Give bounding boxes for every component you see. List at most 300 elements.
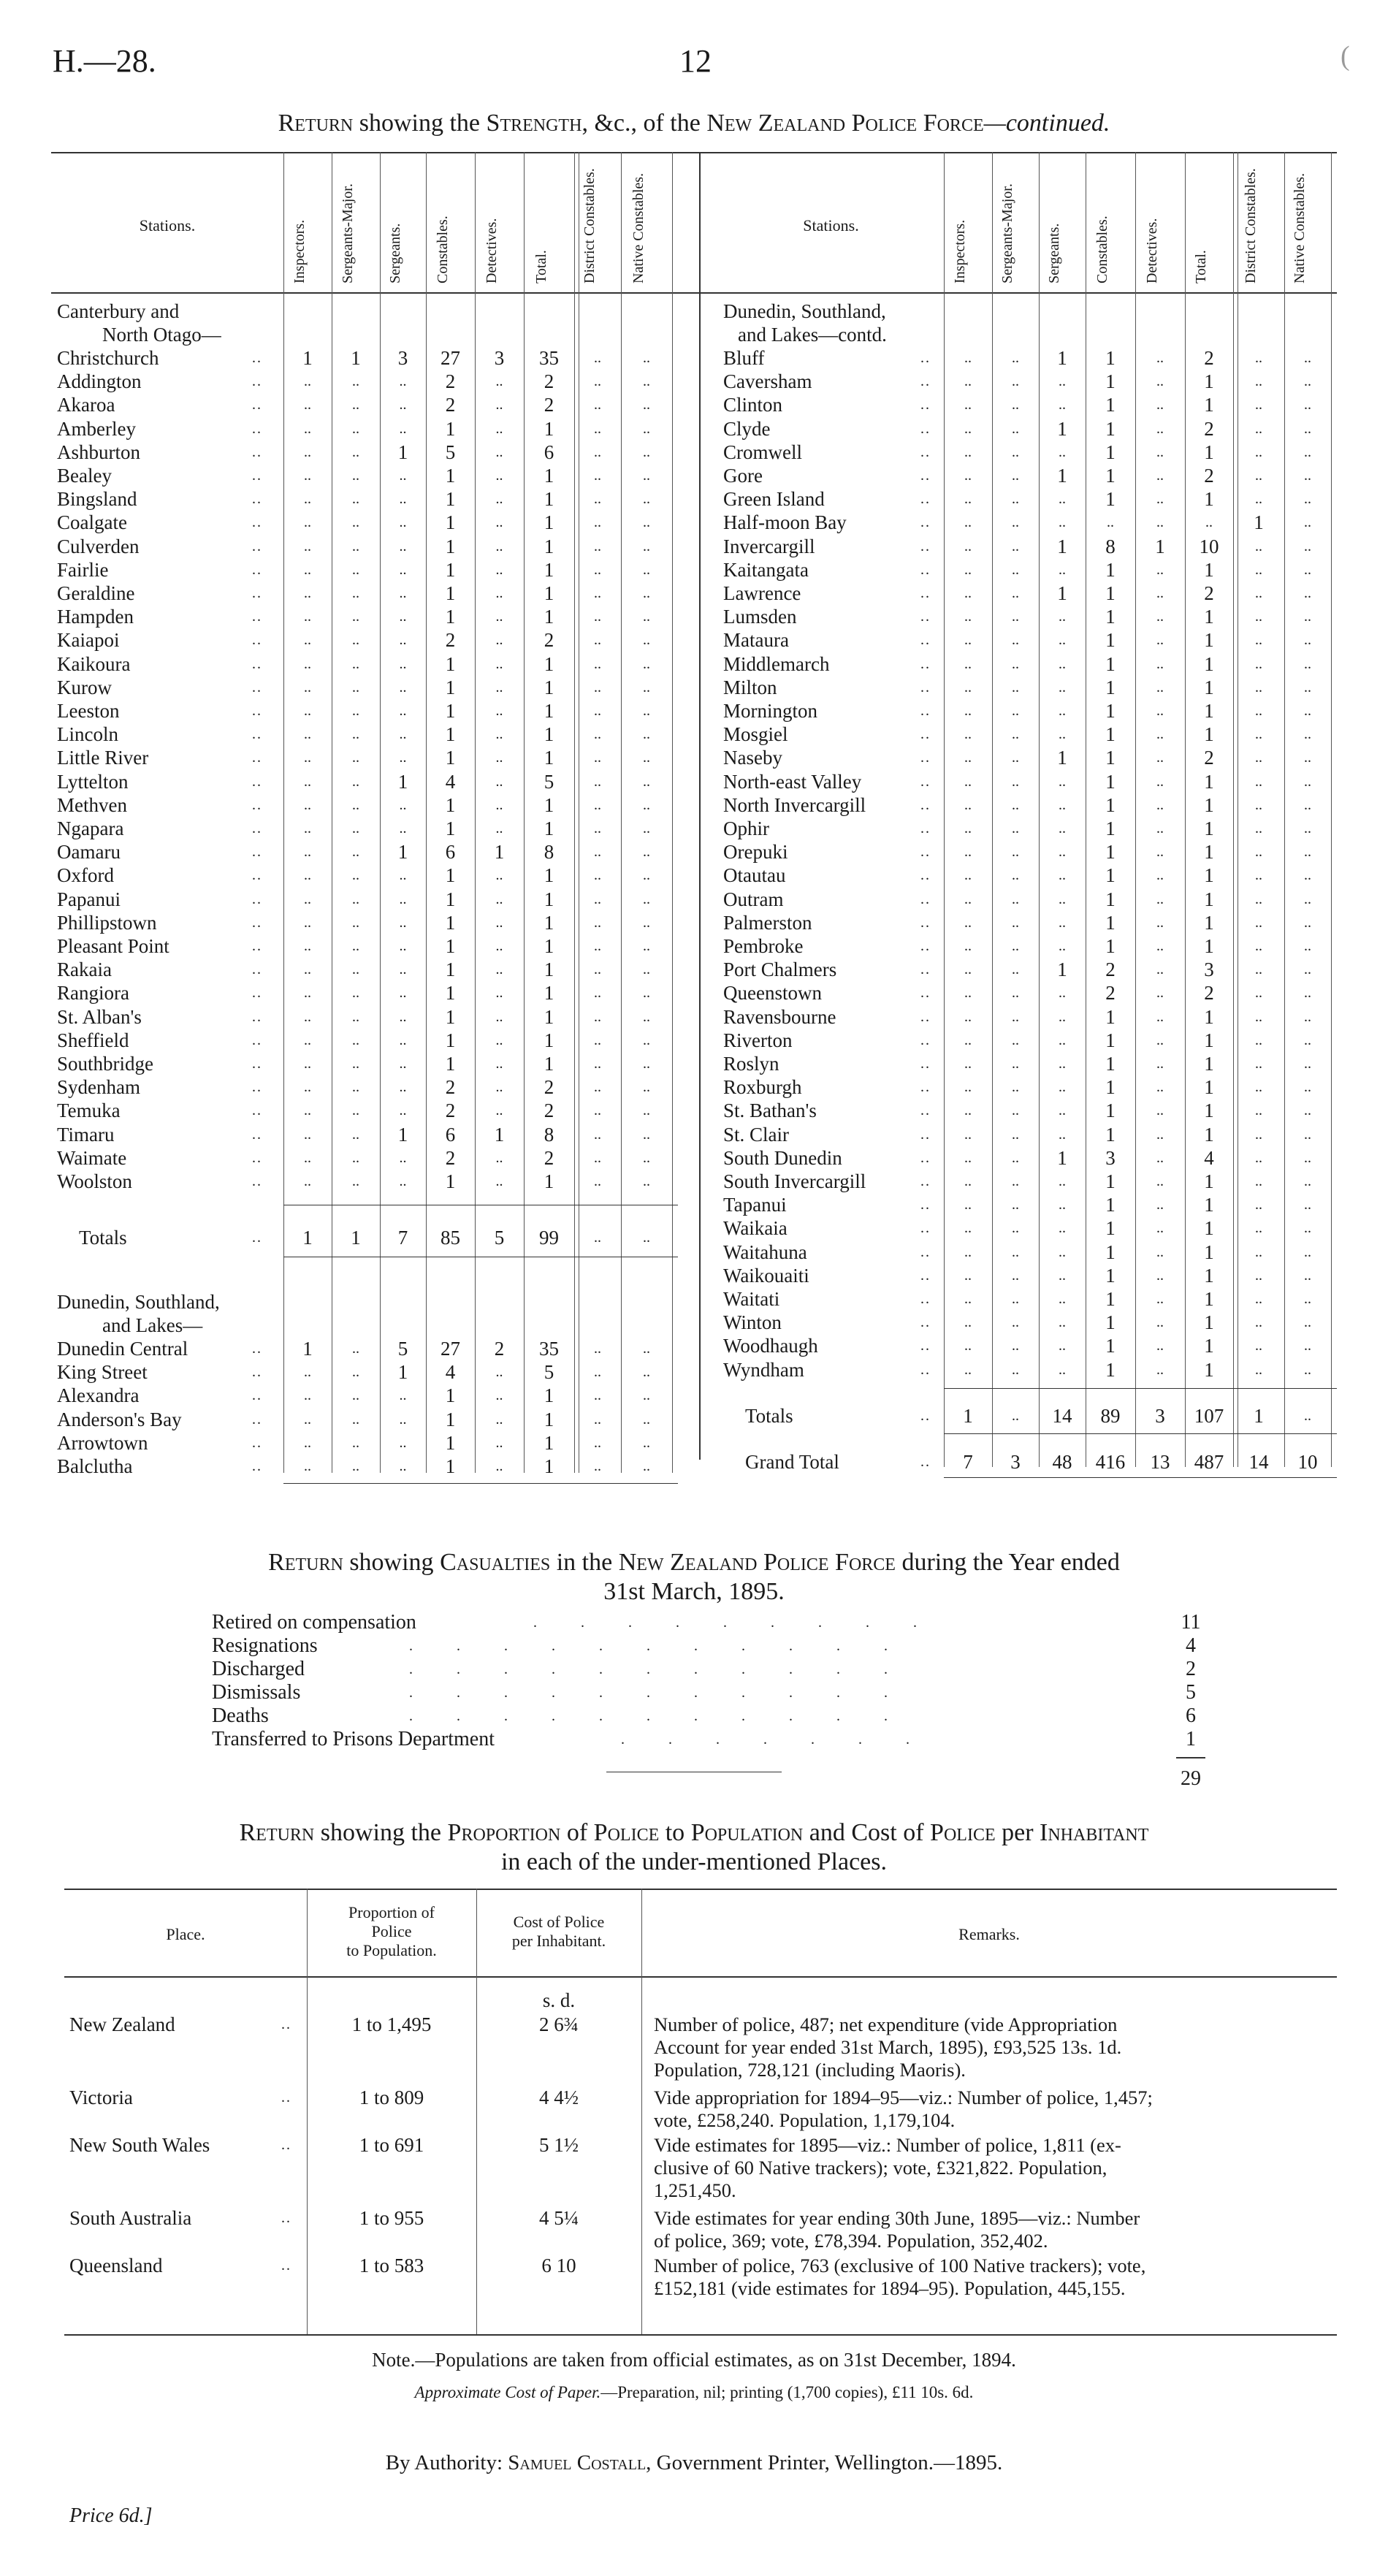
casualty-label: Deaths	[212, 1704, 269, 1727]
table-value: 1	[494, 1123, 505, 1146]
table-value: ..	[964, 1079, 972, 1096]
table-value: ..	[1304, 609, 1311, 625]
leader-dots: ..	[252, 1149, 262, 1166]
table-value: 85	[441, 1227, 460, 1249]
column-header: Sergeants.	[386, 223, 403, 283]
table-value: 1	[544, 1431, 554, 1454]
table-value: ..	[594, 1079, 601, 1096]
table-value: ..	[1059, 1361, 1066, 1378]
table-value: ..	[1304, 1291, 1311, 1307]
table-value: ..	[643, 796, 650, 813]
table-value: ..	[643, 538, 650, 555]
table-value: ..	[304, 1056, 311, 1072]
table-value: ..	[352, 773, 359, 790]
table-value: ..	[1255, 820, 1262, 837]
proportion-title-line2: in each of the under-mentioned Places.	[500, 1848, 887, 1875]
section-heading: Dunedin, Southland,	[723, 300, 886, 322]
authority-line: By Authority: Samuel Costall, Government Printer, Wellington.—1895.	[385, 2451, 1003, 2474]
station-name: Arrowtown	[57, 1431, 148, 1454]
table-value: ..	[643, 609, 650, 625]
table-value: ..	[495, 891, 503, 907]
table-value: ..	[1156, 514, 1164, 531]
table-value: 1	[445, 1408, 456, 1430]
table-value: 1	[544, 1408, 554, 1430]
table-value: ..	[594, 350, 601, 366]
table-value: ..	[1156, 632, 1164, 649]
leader-dots: ..	[281, 2137, 291, 2153]
table-value: ..	[594, 679, 601, 696]
table-value: ..	[1059, 1338, 1066, 1354]
table-value: ..	[352, 1458, 359, 1474]
table-bottom-rule	[944, 1477, 1337, 1478]
table-value: ..	[643, 561, 650, 578]
table-value: 1	[1105, 935, 1116, 957]
column-header: Inspectors.	[291, 219, 308, 283]
leader-dots: ..	[252, 420, 262, 437]
table-value: ..	[594, 538, 601, 555]
table-value: ..	[495, 726, 503, 743]
leader-dots: ..	[920, 961, 931, 978]
table-value: 1	[1105, 1053, 1116, 1075]
station-name: Ophir	[723, 818, 769, 839]
table-value: ..	[1304, 1079, 1311, 1096]
table-value: ..	[1012, 914, 1019, 931]
column-header: Native Constables.	[1292, 172, 1308, 283]
table-value: ..	[1156, 820, 1164, 837]
price: Price 6d.]	[69, 2504, 153, 2527]
table-value: ..	[495, 1411, 503, 1428]
table-value: ..	[1012, 1267, 1019, 1284]
table-value: 1	[1204, 1288, 1214, 1310]
table-value: ..	[1012, 1291, 1019, 1307]
station-name: Clinton	[723, 394, 783, 416]
cost-header: per Inhabitant.	[511, 1932, 606, 1950]
table-value: ..	[399, 961, 407, 978]
station-name: Milton	[723, 676, 777, 698]
table-value: ..	[304, 373, 311, 390]
table-value: 48	[1052, 1451, 1072, 1473]
table-value: 1	[445, 818, 456, 839]
table-value: ..	[399, 538, 407, 555]
table-value: ..	[399, 1434, 407, 1451]
table-value: ..	[1156, 491, 1164, 508]
table-value: 1	[1105, 747, 1116, 769]
table-value: ..	[352, 468, 359, 484]
station-name: Culverden	[57, 535, 140, 557]
table-value: ..	[964, 820, 972, 837]
table-value: 1	[1204, 911, 1214, 934]
table-value: ..	[304, 679, 311, 696]
table-value: ..	[1304, 867, 1311, 884]
table-value: ..	[399, 1387, 407, 1404]
table-value: ..	[964, 985, 972, 1002]
leader-dots: ..	[920, 1361, 931, 1378]
leader-dots: ..	[252, 726, 262, 743]
leader-dots: ..	[920, 844, 931, 861]
table-value: ..	[1012, 561, 1019, 578]
table-value: ..	[399, 1458, 407, 1474]
table-value: ..	[594, 1364, 601, 1381]
table-value: 1	[1105, 723, 1116, 746]
proportion-header: Proportion of	[348, 1903, 435, 1921]
table-value: 1	[1204, 700, 1214, 722]
leader-dots: ..	[252, 1102, 262, 1119]
column-header: Total.	[533, 250, 549, 283]
table-value: ..	[594, 1387, 601, 1404]
table-value: ..	[352, 679, 359, 696]
table-value: ..	[1304, 1220, 1311, 1237]
table-value: 1	[445, 417, 456, 440]
table-value: ..	[964, 1173, 972, 1189]
station-name: Mornington	[723, 700, 818, 722]
table-value: ..	[304, 1458, 311, 1474]
table-value: ..	[643, 514, 650, 531]
column-header: Inspectors.	[952, 219, 968, 283]
casualty-label: Transferred to Prisons Department	[212, 1728, 495, 1750]
table-value: ..	[1304, 655, 1311, 672]
table-value: ..	[1012, 679, 1019, 696]
table-value: 1	[1105, 1029, 1116, 1051]
table-value: ..	[643, 1126, 650, 1143]
table-value: ..	[594, 491, 601, 508]
margin-mark: (	[1341, 41, 1350, 72]
table-value: 1	[1204, 394, 1214, 416]
table-value: ..	[1304, 514, 1311, 531]
station-name: Lumsden	[723, 606, 797, 628]
leader-dots: ...........	[409, 1638, 931, 1654]
station-name: Cromwell	[723, 441, 802, 463]
station-name: Waikaia	[723, 1217, 788, 1240]
table-value: ..	[495, 420, 503, 437]
table-value: ..	[495, 703, 503, 719]
table-value: 1	[1105, 441, 1116, 463]
table-value: ..	[1012, 1220, 1019, 1237]
table-value: ..	[643, 1079, 650, 1096]
leader-dots: ..	[920, 914, 931, 931]
table-value: ..	[304, 538, 311, 555]
table-value: 1	[1204, 441, 1214, 463]
leader-dots: ..	[252, 796, 262, 813]
table-value: ..	[1012, 1314, 1019, 1331]
table-value: 27	[441, 1338, 460, 1360]
table-value: 1	[1254, 511, 1264, 534]
currency-header: s. d.	[542, 1989, 576, 2011]
table-value: 1	[1204, 1053, 1214, 1075]
table-value: 14	[1052, 1405, 1072, 1427]
table-value: ..	[1255, 844, 1262, 861]
table-value: ..	[1012, 420, 1019, 437]
table-value: 1	[1105, 652, 1116, 675]
table-value: ..	[964, 867, 972, 884]
station-name: Waikouaiti	[723, 1264, 809, 1287]
table-value: ..	[1255, 1361, 1262, 1378]
leader-dots: ..	[252, 1032, 262, 1048]
station-name: Little River	[57, 747, 149, 769]
table-value: ..	[594, 420, 601, 437]
leader-dots: ..	[920, 1267, 931, 1284]
table-value: ..	[352, 796, 359, 813]
table-value: ..	[964, 1149, 972, 1166]
table-value: ..	[1255, 1056, 1262, 1072]
table-value: 1	[445, 864, 456, 887]
table-value: ..	[643, 1230, 650, 1246]
table-value: 1	[1057, 959, 1067, 981]
table-center-divider	[699, 152, 701, 1460]
table-value: ..	[1059, 914, 1066, 931]
table-value: 1	[1204, 770, 1214, 793]
table-value: ..	[399, 867, 407, 884]
leader-dots: ..	[252, 1173, 262, 1189]
table-value: ..	[495, 632, 503, 649]
table-value: ..	[643, 1173, 650, 1189]
table-value: ..	[1255, 679, 1262, 696]
table-value: ..	[399, 1173, 407, 1189]
station-name: Sydenham	[57, 1076, 140, 1099]
table-value: ..	[304, 726, 311, 743]
table-value: ..	[1304, 891, 1311, 907]
place-name: Queensland	[69, 2255, 163, 2276]
leader-dots: ..	[252, 609, 262, 625]
table-value: ..	[1156, 468, 1164, 484]
leader-dots: ..	[920, 585, 931, 601]
table-value: 6	[544, 441, 554, 463]
table-value: 1	[1204, 841, 1214, 864]
leader-dots: ..	[252, 867, 262, 884]
table-value: 1	[445, 676, 456, 698]
table-value: 5	[445, 441, 456, 463]
leader-dots: ..	[920, 1338, 931, 1354]
table-value: ..	[1304, 1126, 1311, 1143]
station-name: Rangiora	[57, 982, 129, 1005]
table-value: 1	[445, 511, 456, 534]
station-name: Coalgate	[57, 511, 127, 534]
table-value: 1	[1105, 1358, 1116, 1381]
table-value: ..	[495, 796, 503, 813]
table-value: 14	[1248, 1451, 1269, 1473]
table-value: 5	[494, 1227, 505, 1249]
proportion-header: to Population.	[346, 1941, 437, 1959]
table-value: ..	[964, 844, 972, 861]
table-value: ..	[1304, 961, 1311, 978]
table-value: 1	[445, 982, 456, 1005]
table-value: ..	[399, 373, 407, 390]
table-value: 1	[1105, 347, 1116, 369]
table-value: ..	[1059, 726, 1066, 743]
table-value: ..	[964, 1291, 972, 1307]
table-value: ..	[1255, 373, 1262, 390]
table-value: ..	[964, 373, 972, 390]
leader-dots: ..	[252, 538, 262, 555]
table-value: 1	[1057, 417, 1067, 440]
table-value: ..	[1156, 1220, 1164, 1237]
table-value: ..	[1012, 397, 1019, 414]
table-value: ..	[643, 961, 650, 978]
table-value: 1	[1204, 1029, 1214, 1051]
table-value: 1	[1204, 1311, 1214, 1334]
cost-value: 4 5¼	[539, 2207, 579, 2229]
station-name: South Dunedin	[723, 1146, 842, 1169]
table-value: 1	[1105, 488, 1116, 511]
table-value: 2	[1204, 747, 1214, 769]
table-value: ..	[495, 443, 503, 460]
table-value: ..	[1059, 514, 1066, 531]
table-value: ..	[1156, 1291, 1164, 1307]
table-value: ..	[304, 561, 311, 578]
table-value: ..	[352, 1056, 359, 1072]
table-value: ..	[495, 1056, 503, 1072]
table-value: ..	[1304, 796, 1311, 813]
table-value: ..	[1059, 1126, 1066, 1143]
table-value: 1	[1105, 1311, 1116, 1334]
leader-dots: ..	[920, 420, 931, 437]
leader-dots: ..	[920, 491, 931, 508]
table-value: 1	[1105, 1241, 1116, 1263]
table-value: ..	[1156, 1173, 1164, 1189]
casualty-value: 2	[1186, 1658, 1196, 1680]
casualty-value: 4	[1186, 1634, 1196, 1657]
table-value: 1	[445, 582, 456, 604]
table-value: 1	[544, 982, 554, 1005]
leader-dots: ..	[252, 397, 262, 414]
table-value: ..	[594, 914, 601, 931]
table-value: ..	[304, 867, 311, 884]
table-value: ..	[643, 1149, 650, 1166]
table-value: ..	[352, 1008, 359, 1025]
table-value: ..	[594, 844, 601, 861]
table-value: ..	[1012, 750, 1019, 766]
table-value: ..	[1156, 703, 1164, 719]
table-value: 1	[1105, 465, 1116, 487]
table-value: ..	[1255, 420, 1262, 437]
table-value: ..	[1304, 985, 1311, 1002]
table-value: ..	[399, 561, 407, 578]
station-name: Rakaia	[57, 959, 112, 981]
table-value: ..	[1304, 1056, 1311, 1072]
table-value: ..	[643, 1364, 650, 1381]
table-value: ..	[495, 820, 503, 837]
table-value: ..	[1255, 397, 1262, 414]
table-value: ..	[304, 961, 311, 978]
leader-dots: ..	[920, 373, 931, 390]
table-value: ..	[1255, 443, 1262, 460]
table-value: ..	[1156, 443, 1164, 460]
table-value: ..	[1156, 1338, 1164, 1354]
table-value: ..	[352, 867, 359, 884]
table-value: ..	[1012, 1197, 1019, 1213]
table-value: ..	[1304, 1243, 1311, 1260]
remark-line: Vide estimates for 1895—viz.: Number of police, 1,811 (ex-	[654, 2134, 1121, 2156]
remark-line: £152,181 (vide estimates for 1894–95). Population, 445,155.	[654, 2277, 1126, 2299]
table-value: ..	[399, 820, 407, 837]
table-value: ..	[643, 1387, 650, 1404]
table-value: 1	[445, 606, 456, 628]
table-value: ..	[1304, 679, 1311, 696]
leader-dots: ..	[252, 914, 262, 931]
column-header: Total.	[1193, 250, 1209, 283]
strength-title: Return showing the Strength, &c., of the New Zealand Police Force—continued.	[278, 110, 1110, 137]
station-name: Kurow	[57, 676, 112, 698]
station-name: Naseby	[723, 747, 782, 769]
table-value: 1	[1105, 841, 1116, 864]
table-value: ..	[1255, 1149, 1262, 1166]
table-value: 1	[1204, 818, 1214, 839]
leader-dots: ..	[252, 1008, 262, 1025]
table-value: ..	[1156, 609, 1164, 625]
table-value: ..	[643, 632, 650, 649]
table-value: ..	[1304, 1102, 1311, 1119]
table-value: 4	[445, 1361, 456, 1384]
table-value: ..	[643, 844, 650, 861]
leader-dots: ..	[920, 985, 931, 1002]
leader-dots: ..	[252, 679, 262, 696]
cost-value: 2 6¾	[539, 2013, 579, 2035]
table-value: 1	[544, 888, 554, 910]
table-value: 1	[397, 1123, 408, 1146]
table-value: 10	[1199, 535, 1219, 557]
table-value: 2	[494, 1338, 505, 1360]
table-value: 1	[445, 888, 456, 910]
table-value: ..	[1255, 726, 1262, 743]
station-name: Woolston	[57, 1170, 132, 1192]
table-value: 487	[1194, 1451, 1224, 1473]
proportion-value: 1 to 809	[359, 2087, 424, 2108]
table-value: ..	[1304, 1408, 1311, 1424]
table-value: ..	[1059, 1079, 1066, 1096]
leader-dots: ..	[920, 1291, 931, 1307]
table-value: ..	[1156, 961, 1164, 978]
leader-dots: ..	[252, 514, 262, 531]
station-name: Palmerston	[723, 911, 812, 934]
table-value: ..	[1012, 538, 1019, 555]
table-value: ..	[1255, 703, 1262, 719]
table-value: 1	[1105, 394, 1116, 416]
station-name: Amberley	[57, 417, 136, 440]
station-name: Queenstown	[723, 982, 822, 1005]
table-value: 1	[1105, 1100, 1116, 1122]
table-value: ..	[352, 1434, 359, 1451]
table-value: 5	[544, 1361, 554, 1384]
station-name: South Invercargill	[723, 1170, 866, 1192]
table-value: ..	[1156, 1149, 1164, 1166]
leader-dots: ..	[920, 773, 931, 790]
table-value: 1	[544, 747, 554, 769]
table-value: 1	[1204, 864, 1214, 887]
table-value: 1	[544, 582, 554, 604]
table-value: 1	[1204, 488, 1214, 511]
leader-dots: ..	[920, 1408, 931, 1424]
section-heading: and Lakes—contd.	[738, 324, 887, 346]
table-value: ..	[399, 585, 407, 601]
column-divider	[672, 152, 673, 1473]
table-value: ..	[1012, 773, 1019, 790]
table-value: ..	[1255, 1291, 1262, 1307]
table-value: ..	[1156, 655, 1164, 672]
station-name: Southbridge	[57, 1053, 153, 1075]
table-value: ..	[1304, 350, 1311, 366]
table-value: ..	[1012, 1126, 1019, 1143]
leader-dots: ..	[281, 2016, 291, 2032]
table-value: ..	[352, 750, 359, 766]
table-value: ..	[352, 914, 359, 931]
table-value: ..	[1059, 1243, 1066, 1260]
proportion-value: 1 to 691	[359, 2134, 424, 2156]
table-value: ..	[594, 773, 601, 790]
leader-dots: ...........	[409, 1685, 931, 1701]
leader-dots: ...........	[409, 1661, 931, 1677]
table-value: ..	[1012, 726, 1019, 743]
table-value: ..	[1059, 1056, 1066, 1072]
table-value: 3	[494, 347, 505, 369]
